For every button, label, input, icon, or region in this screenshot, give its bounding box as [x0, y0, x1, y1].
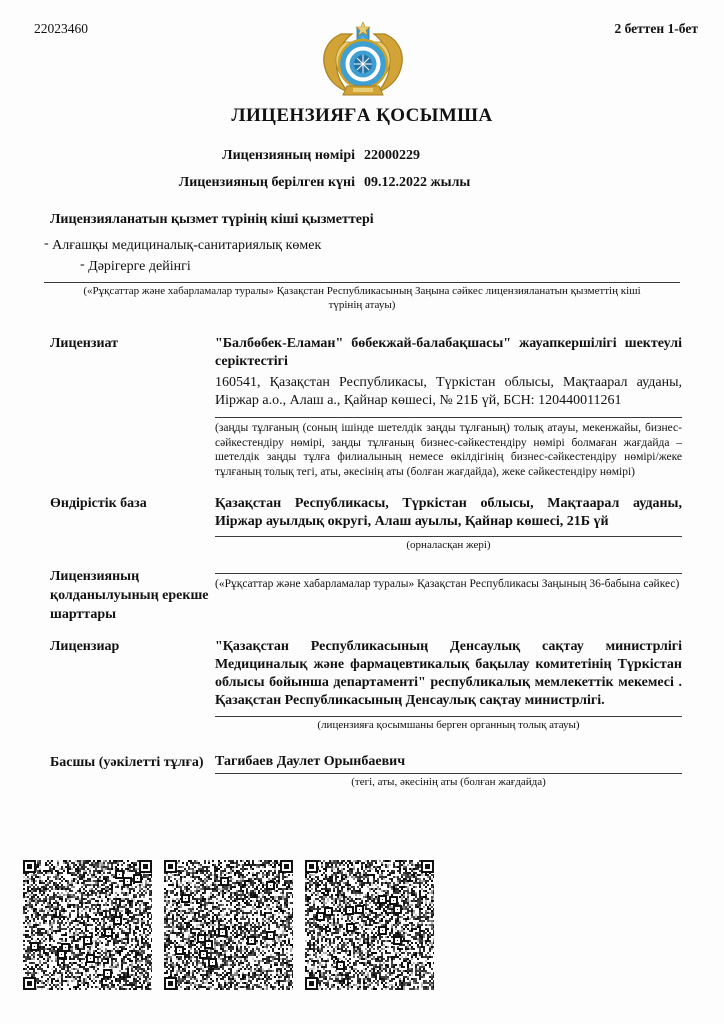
licensee-name: "Балбөбек-Еламан" бөбекжай-балабақшасы" жауапкершілігі шектеулі серіктестігі	[215, 335, 682, 369]
document-title: ЛИЦЕНЗИЯҒА ҚОСЫМША	[231, 105, 493, 126]
licensor-value: "Қазақстан Республикасының Денсаулық сақтау министрлігі Медициналық және фармацевтикалық бақылау комитетінің Түркістан облысы бойынша департаменті" республикалық мемлекеттік мекемесі . Қазақстан Республикасының Денсаулық сақтау министрлігі.	[215, 638, 682, 709]
activity-caption: («Рұқсаттар және хабарламалар туралы» Қазақстан Республикасының Заңына сәйкес лицензияланатын қызметтің кіші түрінің атауы)	[83, 285, 641, 311]
license-number-row	[0, 148, 724, 164]
head-row	[0, 754, 724, 788]
licensor-divider	[215, 716, 682, 717]
special-conditions-divider	[215, 573, 682, 574]
production-base-caption: (орналасқан жері)	[406, 539, 491, 551]
activity-subitem: - Дәрігерге дейінгі	[80, 259, 680, 275]
special-conditions-caption: («Рұқсаттар және хабарламалар туралы» Қазақстан Республикасы Заңының 36-бабына сәйкес)	[215, 578, 680, 590]
qr-code-2	[164, 860, 293, 990]
licensor-label: Лицензиар	[50, 638, 120, 654]
license-date-value: 09.12.2022 жылы	[364, 175, 471, 190]
license-number-label: Лицензияның нөмірі	[222, 148, 355, 163]
special-conditions-row	[0, 568, 724, 625]
activity-section	[44, 212, 680, 313]
kazakhstan-emblem-icon	[317, 22, 409, 104]
production-base-divider	[215, 536, 682, 537]
license-date-row	[0, 175, 724, 191]
licensee-label: Лицензиат	[50, 335, 119, 351]
production-base-label: Өндірістік база	[50, 495, 147, 511]
license-date-label: Лицензияның берілген күні	[178, 175, 355, 190]
production-base-value: Қазақстан Республикасы, Түркістан облысы, Мақтаарал ауданы, Иіржар ауылдық округі, Алаш ауылы, Қайнар көшесі, 21Б үй	[215, 495, 682, 529]
head-label: Басшы (уәкілетті тұлға)	[50, 755, 204, 771]
head-name: Тагибаев Даулет Орынбаевич	[215, 754, 682, 774]
licensee-address: 160541, Қазақстан Республикасы, Түркістан облысы, Мақтаарал ауданы, Иіржар а.о., Алаш а., Қайнар көшесі, № 21Б үй, БСН: 120440011261	[215, 374, 682, 409]
licensee-divider	[215, 417, 682, 418]
licensee-row	[0, 335, 724, 480]
qr-code-1	[23, 860, 152, 990]
license-number-value: 22000229	[364, 148, 420, 163]
licensee-caption: (заңды тұлғаның (соның ішінде шетелдік заңды тұлғаның) толық атауы, мекенжайы, бизнес-сәйкестендіру нөмірі, заңды тұлғаның бизнес-сәйкестендіру нөмірі болмаған жағдайда – шетелдік заңды тұлға филиалының немесе өкілдігінің бизнес-сәйкестендіру нөмірі/жеке тұлғаның толық тегі, аты, әкесінің аты (болған жағдайда), жеке сәйкестендіру нөмірі)	[215, 422, 682, 479]
special-conditions-label: Лицензияның қолданылуының ерекше шарттары	[50, 569, 209, 622]
activity-heading: Лицензияланатын қызмет түрінің кіші қызметтері	[50, 212, 374, 227]
production-base-row	[0, 495, 724, 551]
licensor-caption: (лицензияға қосымшаны берген органның толық атауы)	[317, 719, 580, 732]
head-caption: (тегі, аты, әкесінің аты (болған жағдайда)	[351, 776, 546, 789]
qr-code-strip	[23, 860, 434, 990]
page-indicator: 2 беттен 1-бет	[614, 21, 698, 36]
document-number: 22023460	[34, 21, 88, 36]
activity-divider	[44, 282, 680, 283]
licensor-row	[0, 638, 724, 732]
qr-code-3	[305, 860, 434, 990]
activity-item: - Алғашқы медициналық-санитариялық көмек	[44, 238, 680, 254]
